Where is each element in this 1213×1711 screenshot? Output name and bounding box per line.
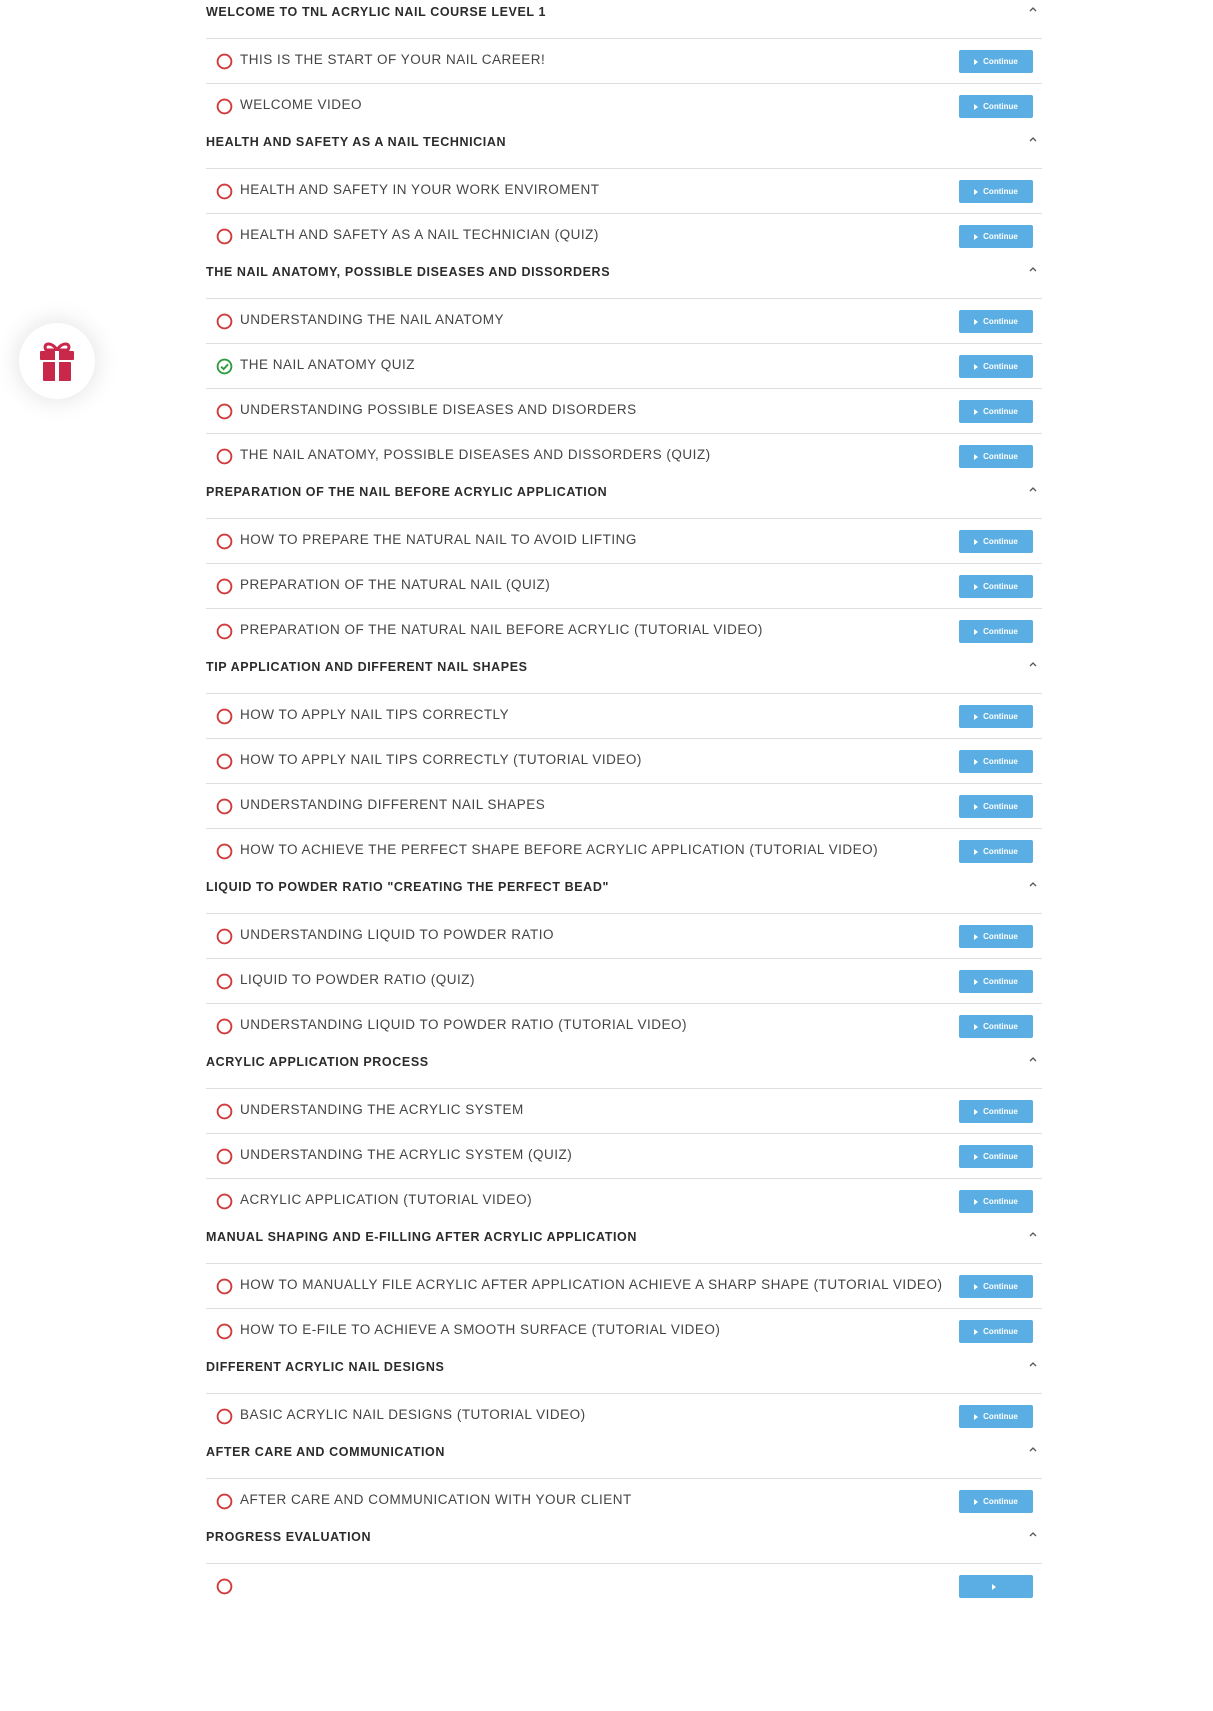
play-icon bbox=[974, 1414, 978, 1420]
section-title: PROGRESS EVALUATION bbox=[206, 1530, 372, 1544]
continue-label: Continue bbox=[983, 627, 1018, 636]
incomplete-circle-icon bbox=[216, 843, 233, 860]
incomplete-circle-icon bbox=[216, 623, 233, 640]
continue-button[interactable] bbox=[959, 1490, 1033, 1513]
lesson-title[interactable]: HOW TO PREPARE THE NATURAL NAIL TO AVOID LIFTING bbox=[240, 532, 637, 547]
continue-button[interactable] bbox=[959, 575, 1033, 598]
chevron-up-icon[interactable] bbox=[1026, 482, 1040, 496]
incomplete-circle-icon bbox=[216, 1018, 233, 1035]
lesson-title[interactable]: HOW TO APPLY NAIL TIPS CORRECTLY (TUTORIAL VIDEO) bbox=[240, 752, 642, 767]
continue-label: Continue bbox=[983, 1412, 1018, 1421]
lesson-title[interactable]: PREPARATION OF THE NATURAL NAIL BEFORE ACRYLIC (TUTORIAL VIDEO) bbox=[240, 622, 763, 637]
lesson-title[interactable]: THIS IS THE START OF YOUR NAIL CAREER! bbox=[240, 52, 546, 67]
continue-button[interactable] bbox=[959, 1015, 1033, 1038]
section-title: WELCOME TO TNL ACRYLIC NAIL COURSE LEVEL 1 bbox=[206, 5, 547, 19]
continue-label: Continue bbox=[983, 1327, 1018, 1336]
section-header[interactable] bbox=[206, 873, 1042, 913]
continue-button[interactable] bbox=[959, 1320, 1033, 1343]
lesson-title[interactable]: THE NAIL ANATOMY QUIZ bbox=[240, 357, 416, 372]
play-icon bbox=[974, 539, 978, 545]
play-icon bbox=[974, 364, 978, 370]
chevron-up-icon[interactable] bbox=[1026, 132, 1040, 146]
play-icon bbox=[974, 234, 978, 240]
lesson-row[interactable] bbox=[206, 1393, 1042, 1438]
incomplete-circle-icon bbox=[216, 1148, 233, 1165]
continue-button[interactable] bbox=[959, 1190, 1033, 1213]
lesson-row[interactable] bbox=[206, 563, 1042, 608]
play-icon bbox=[974, 1024, 978, 1030]
continue-button[interactable] bbox=[959, 1145, 1033, 1168]
continue-button[interactable] bbox=[959, 400, 1033, 423]
chevron-up-icon[interactable] bbox=[1026, 877, 1040, 891]
continue-button[interactable] bbox=[959, 970, 1033, 993]
incomplete-circle-icon bbox=[216, 1578, 233, 1595]
section-title: TIP APPLICATION AND DIFFERENT NAIL SHAPES bbox=[206, 660, 528, 674]
continue-button[interactable] bbox=[959, 355, 1033, 378]
play-icon bbox=[974, 804, 978, 810]
course-section bbox=[206, 0, 1042, 128]
play-icon bbox=[974, 59, 978, 65]
continue-label: Continue bbox=[983, 582, 1018, 591]
play-icon bbox=[974, 104, 978, 110]
course-section bbox=[206, 653, 1042, 873]
continue-label: Continue bbox=[983, 847, 1018, 856]
continue-label: Continue bbox=[983, 1197, 1018, 1206]
lesson-title[interactable]: WELCOME VIDEO bbox=[240, 97, 363, 112]
course-section bbox=[206, 258, 1042, 478]
incomplete-circle-icon bbox=[216, 1408, 233, 1425]
lesson-title[interactable]: HEALTH AND SAFETY IN YOUR WORK ENVIROMENT bbox=[240, 182, 600, 197]
incomplete-circle-icon bbox=[216, 578, 233, 595]
section-title: MANUAL SHAPING AND E-FILLING AFTER ACRYLIC APPLICATION bbox=[206, 1230, 637, 1244]
incomplete-circle-icon bbox=[216, 928, 233, 945]
lesson-title[interactable]: UNDERSTANDING LIQUID TO POWDER RATIO bbox=[240, 927, 555, 942]
incomplete-circle-icon bbox=[216, 753, 233, 770]
section-title: PREPARATION OF THE NAIL BEFORE ACRYLIC APPLICATION bbox=[206, 485, 608, 499]
play-icon bbox=[974, 1154, 978, 1160]
continue-button[interactable] bbox=[959, 620, 1033, 643]
continue-button[interactable] bbox=[959, 840, 1033, 863]
lesson-row[interactable] bbox=[206, 913, 1042, 958]
play-icon bbox=[974, 1284, 978, 1290]
continue-label: Continue bbox=[983, 932, 1018, 941]
continue-button[interactable] bbox=[959, 225, 1033, 248]
incomplete-circle-icon bbox=[216, 1193, 233, 1210]
section-header[interactable] bbox=[206, 128, 1042, 168]
lesson-title[interactable]: HOW TO ACHIEVE THE PERFECT SHAPE BEFORE ACRYLIC APPLICATION (TUTORIAL VIDEO) bbox=[240, 842, 879, 857]
lesson-row[interactable] bbox=[206, 343, 1042, 388]
play-icon bbox=[974, 584, 978, 590]
lesson-row[interactable] bbox=[206, 693, 1042, 738]
continue-label: Continue bbox=[983, 102, 1018, 111]
lesson-row[interactable] bbox=[206, 433, 1042, 478]
play-icon bbox=[974, 1329, 978, 1335]
play-icon bbox=[974, 979, 978, 985]
play-icon bbox=[974, 1109, 978, 1115]
continue-button[interactable] bbox=[959, 445, 1033, 468]
lesson-title[interactable]: UNDERSTANDING THE ACRYLIC SYSTEM (QUIZ) bbox=[240, 1147, 573, 1162]
play-icon bbox=[974, 759, 978, 765]
play-icon bbox=[974, 934, 978, 940]
incomplete-circle-icon bbox=[216, 448, 233, 465]
lesson-title[interactable]: UNDERSTANDING THE ACRYLIC SYSTEM bbox=[240, 1102, 524, 1117]
continue-label: Continue bbox=[983, 232, 1018, 241]
continue-label: Continue bbox=[983, 1022, 1018, 1031]
gift-icon bbox=[35, 339, 79, 383]
incomplete-circle-icon bbox=[216, 98, 233, 115]
continue-button[interactable] bbox=[959, 1405, 1033, 1428]
lesson-row[interactable] bbox=[206, 738, 1042, 783]
lesson-row[interactable] bbox=[206, 213, 1042, 258]
incomplete-circle-icon bbox=[216, 403, 233, 420]
chevron-up-icon[interactable] bbox=[1026, 1227, 1040, 1241]
chevron-up-icon[interactable] bbox=[1026, 657, 1040, 671]
incomplete-circle-icon bbox=[216, 973, 233, 990]
continue-label: Continue bbox=[983, 57, 1018, 66]
continue-button[interactable] bbox=[959, 1275, 1033, 1298]
continue-label: Continue bbox=[983, 1497, 1018, 1506]
course-section bbox=[206, 128, 1042, 258]
section-header[interactable] bbox=[206, 478, 1042, 518]
continue-button[interactable] bbox=[959, 750, 1033, 773]
course-section bbox=[206, 1353, 1042, 1438]
course-section bbox=[206, 1223, 1042, 1353]
incomplete-circle-icon bbox=[216, 1323, 233, 1340]
lesson-row[interactable] bbox=[206, 1088, 1042, 1133]
continue-button[interactable] bbox=[959, 530, 1033, 553]
lesson-row[interactable] bbox=[206, 83, 1042, 128]
play-icon bbox=[974, 189, 978, 195]
section-title: HEALTH AND SAFETY AS A NAIL TECHNICIAN bbox=[206, 135, 507, 149]
continue-label: Continue bbox=[983, 977, 1018, 986]
course-section bbox=[206, 1438, 1042, 1523]
section-title: DIFFERENT ACRYLIC NAIL DESIGNS bbox=[206, 1360, 445, 1374]
lesson-row[interactable] bbox=[206, 828, 1042, 873]
section-title: LIQUID TO POWDER RATIO "CREATING THE PERFECT BEAD" bbox=[206, 880, 609, 894]
chevron-up-icon[interactable] bbox=[1026, 1442, 1040, 1456]
play-icon bbox=[992, 1584, 996, 1590]
continue-label: Continue bbox=[983, 712, 1018, 721]
incomplete-circle-icon bbox=[216, 1493, 233, 1510]
lesson-title[interactable]: AFTER CARE AND COMMUNICATION WITH YOUR CLIENT bbox=[240, 1492, 632, 1507]
play-icon bbox=[974, 629, 978, 635]
continue-label: Continue bbox=[983, 187, 1018, 196]
continue-label: Continue bbox=[983, 1152, 1018, 1161]
lesson-title[interactable]: HOW TO MANUALLY FILE ACRYLIC AFTER APPLICATION ACHIEVE A SHARP SHAPE (TUTORIAL VIDEO) bbox=[240, 1277, 943, 1292]
section-header[interactable] bbox=[206, 653, 1042, 693]
section-title: ACRYLIC APPLICATION PROCESS bbox=[206, 1055, 429, 1069]
lesson-row[interactable] bbox=[206, 608, 1042, 653]
course-curriculum bbox=[206, 0, 1042, 1608]
incomplete-circle-icon bbox=[216, 183, 233, 200]
lesson-title[interactable]: UNDERSTANDING THE NAIL ANATOMY bbox=[240, 312, 505, 327]
play-icon bbox=[974, 849, 978, 855]
continue-button[interactable] bbox=[959, 1575, 1033, 1598]
continue-label: Continue bbox=[983, 802, 1018, 811]
incomplete-circle-icon bbox=[216, 53, 233, 70]
section-header[interactable] bbox=[206, 258, 1042, 298]
check-circle-icon bbox=[216, 358, 233, 375]
course-section bbox=[206, 1048, 1042, 1223]
chevron-up-icon[interactable] bbox=[1026, 2, 1040, 16]
incomplete-circle-icon bbox=[216, 798, 233, 815]
section-title: THE NAIL ANATOMY, POSSIBLE DISEASES AND DISSORDERS bbox=[206, 265, 611, 279]
continue-button[interactable] bbox=[959, 95, 1033, 118]
lesson-title[interactable]: PREPARATION OF THE NATURAL NAIL (QUIZ) bbox=[240, 577, 551, 592]
lesson-row[interactable] bbox=[206, 1563, 1042, 1608]
play-icon bbox=[974, 1199, 978, 1205]
continue-button[interactable] bbox=[959, 310, 1033, 333]
lesson-title[interactable]: UNDERSTANDING DIFFERENT NAIL SHAPES bbox=[240, 797, 546, 812]
lesson-title[interactable]: ACRYLIC APPLICATION (TUTORIAL VIDEO) bbox=[240, 1192, 533, 1207]
lesson-title[interactable]: UNDERSTANDING LIQUID TO POWDER RATIO (TUTORIAL VIDEO) bbox=[240, 1017, 688, 1032]
lesson-row[interactable] bbox=[206, 1478, 1042, 1523]
incomplete-circle-icon bbox=[216, 708, 233, 725]
lesson-row[interactable] bbox=[206, 298, 1042, 343]
section-header[interactable] bbox=[206, 0, 1042, 38]
incomplete-circle-icon bbox=[216, 1278, 233, 1295]
section-header[interactable] bbox=[206, 1223, 1042, 1263]
chevron-up-icon[interactable] bbox=[1026, 1527, 1040, 1541]
section-header[interactable] bbox=[206, 1438, 1042, 1478]
section-header[interactable] bbox=[206, 1048, 1042, 1088]
continue-label: Continue bbox=[983, 407, 1018, 416]
lesson-title[interactable]: UNDERSTANDING POSSIBLE DISEASES AND DISORDERS bbox=[240, 402, 637, 417]
gift-button[interactable] bbox=[19, 323, 95, 399]
play-icon bbox=[974, 454, 978, 460]
chevron-up-icon[interactable] bbox=[1026, 1052, 1040, 1066]
lesson-row[interactable] bbox=[206, 388, 1042, 433]
lesson-title[interactable]: LIQUID TO POWDER RATIO (QUIZ) bbox=[240, 972, 476, 987]
incomplete-circle-icon bbox=[216, 1103, 233, 1120]
lesson-row[interactable] bbox=[206, 38, 1042, 83]
continue-label: Continue bbox=[983, 452, 1018, 461]
course-section bbox=[206, 478, 1042, 653]
continue-button[interactable] bbox=[959, 50, 1033, 73]
play-icon bbox=[974, 1499, 978, 1505]
incomplete-circle-icon bbox=[216, 533, 233, 550]
lesson-row[interactable] bbox=[206, 1178, 1042, 1223]
lesson-row[interactable] bbox=[206, 783, 1042, 828]
play-icon bbox=[974, 714, 978, 720]
lesson-row[interactable] bbox=[206, 1308, 1042, 1353]
continue-button[interactable] bbox=[959, 925, 1033, 948]
continue-label: Continue bbox=[983, 537, 1018, 546]
continue-label: Continue bbox=[983, 757, 1018, 766]
section-header[interactable] bbox=[206, 1523, 1042, 1563]
lesson-row[interactable] bbox=[206, 1263, 1042, 1308]
lesson-title[interactable]: HOW TO E-FILE TO ACHIEVE A SMOOTH SURFACE (TUTORIAL VIDEO) bbox=[240, 1322, 721, 1337]
course-section bbox=[206, 1523, 1042, 1608]
lesson-row[interactable] bbox=[206, 168, 1042, 213]
section-title: AFTER CARE AND COMMUNICATION bbox=[206, 1445, 446, 1459]
chevron-up-icon[interactable] bbox=[1026, 262, 1040, 276]
section-header[interactable] bbox=[206, 1353, 1042, 1393]
incomplete-circle-icon bbox=[216, 313, 233, 330]
incomplete-circle-icon bbox=[216, 228, 233, 245]
play-icon bbox=[974, 319, 978, 325]
lesson-title[interactable]: HOW TO APPLY NAIL TIPS CORRECTLY bbox=[240, 707, 510, 722]
continue-button[interactable] bbox=[959, 180, 1033, 203]
continue-label: Continue bbox=[983, 317, 1018, 326]
continue-button[interactable] bbox=[959, 1100, 1033, 1123]
lesson-row[interactable] bbox=[206, 1133, 1042, 1178]
lesson-title[interactable]: THE NAIL ANATOMY, POSSIBLE DISEASES AND DISSORDERS (QUIZ) bbox=[240, 447, 711, 462]
continue-button[interactable] bbox=[959, 705, 1033, 728]
lesson-row[interactable] bbox=[206, 958, 1042, 1003]
lesson-title[interactable]: BASIC ACRYLIC NAIL DESIGNS (TUTORIAL VIDEO) bbox=[240, 1407, 586, 1422]
continue-label: Continue bbox=[983, 362, 1018, 371]
lesson-row[interactable] bbox=[206, 518, 1042, 563]
lesson-row[interactable] bbox=[206, 1003, 1042, 1048]
chevron-up-icon[interactable] bbox=[1026, 1357, 1040, 1371]
course-section bbox=[206, 873, 1042, 1048]
lesson-title[interactable]: HEALTH AND SAFETY AS A NAIL TECHNICIAN (QUIZ) bbox=[240, 227, 599, 242]
play-icon bbox=[974, 409, 978, 415]
continue-label: Continue bbox=[983, 1282, 1018, 1291]
continue-button[interactable] bbox=[959, 795, 1033, 818]
continue-label: Continue bbox=[983, 1107, 1018, 1116]
